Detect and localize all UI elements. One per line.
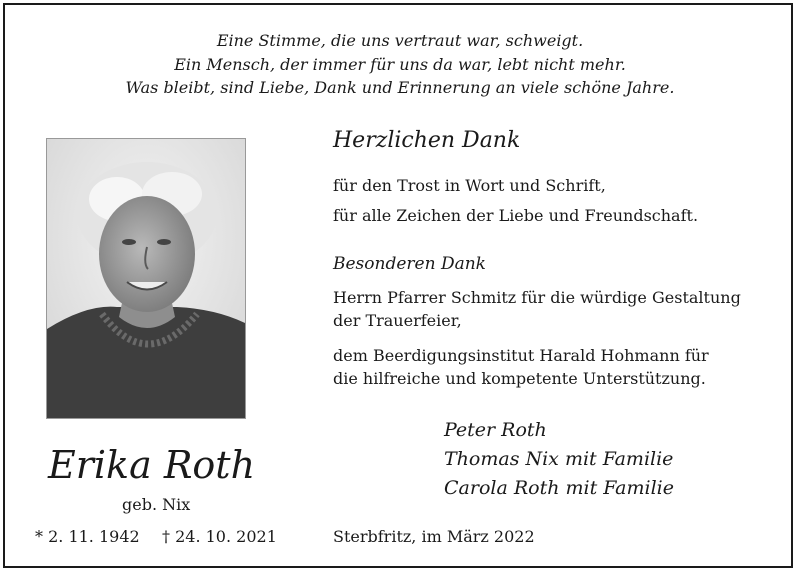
signatory-3: Carola Roth mit Familie [444,477,674,499]
portrait-photo [46,138,246,419]
thanks-line-2: für alle Zeichen der Liebe und Freundschaft. [333,206,699,225]
special-thanks-2-line-1: dem Beerdigungsinstitut Harald Hohmann für [333,346,709,365]
special-thanks-1-line-2: der Trauerfeier, [333,311,462,330]
maiden-name: geb. Nix [122,495,191,514]
poem-line-1: Eine Stimme, die uns vertraut war, schweigt. [216,31,584,50]
birth-date: * 2. 11. 1942 [35,527,140,546]
place-date: Sterbfritz, im März 2022 [333,527,535,546]
thanks-line-1: für den Trost in Wort und Schrift, [333,176,606,195]
signatory-1: Peter Roth [444,419,547,441]
poem-line-2: Ein Mensch, der immer für uns da war, lebt nicht mehr. [174,55,626,74]
thanks-heading: Herzlichen Dank [333,128,521,153]
signatory-2: Thomas Nix mit Familie [444,448,674,470]
special-thanks-heading: Besonderen Dank [333,254,486,274]
special-thanks-1-line-1: Herrn Pfarrer Schmitz für die würdige Gestaltung [333,288,741,307]
death-date: † 24. 10. 2021 [162,527,277,546]
poem-line-3: Was bleibt, sind Liebe, Dank und Erinnerung an viele schöne Jahre. [125,78,675,97]
special-thanks-2-line-2: die hilfreiche und kompetente Unterstützung. [333,369,706,388]
deceased-name: Erika Roth [48,443,256,487]
